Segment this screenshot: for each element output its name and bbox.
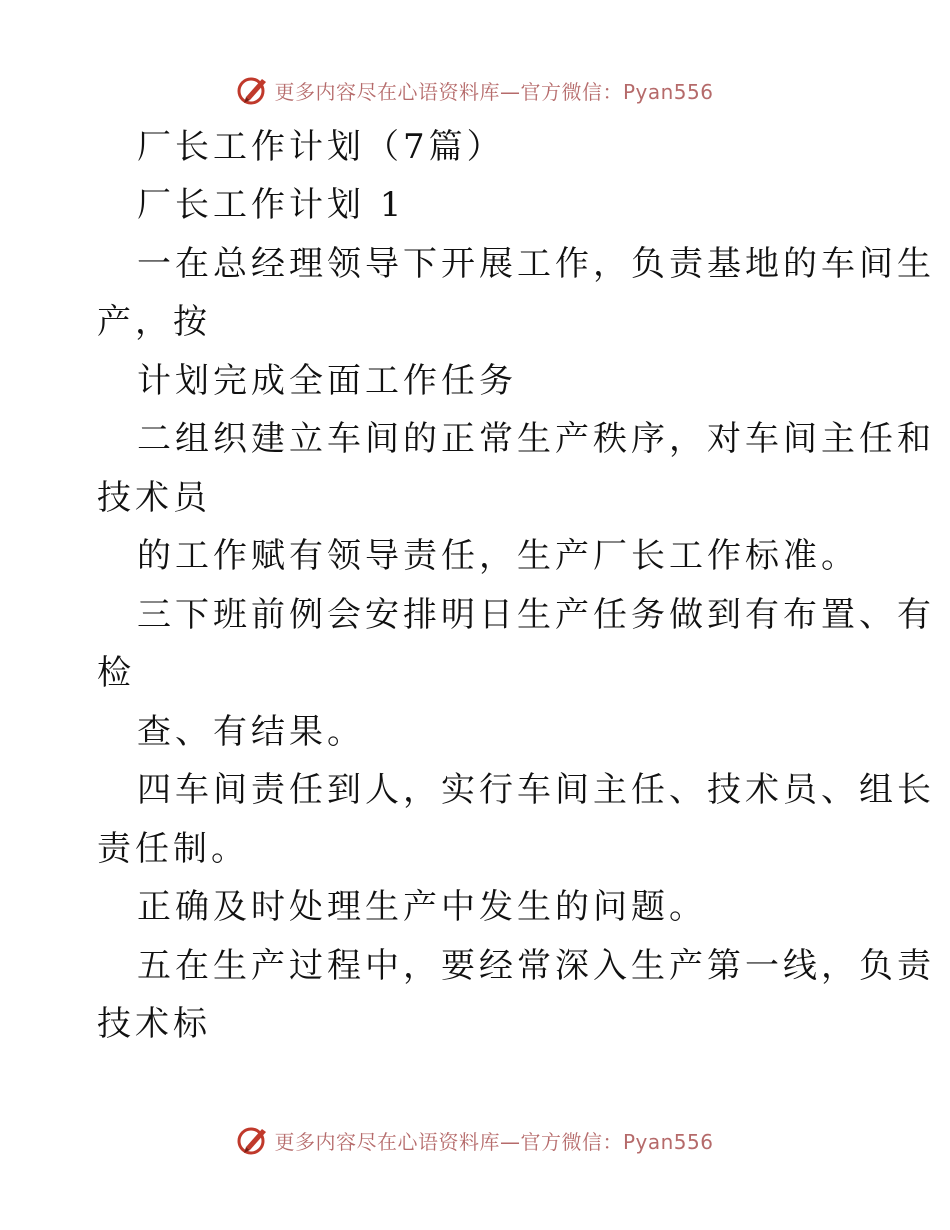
paragraph-line: 三下班前例会安排明日生产任务做到有布置、有 [137,595,935,635]
watermark-text: 更多内容尽在心语资料库—官方微信：Pyan556 [274,1129,714,1154]
paragraph-line: 技术员 [97,478,211,518]
footer-watermark-banner [0,1120,950,1160]
paragraph-line: 责任制。 [97,829,249,869]
paragraph-line: 计划完成全面工作任务 [137,361,517,401]
pen-logo-icon [236,1123,270,1157]
paragraph-line: 产，按 [97,302,211,342]
watermark-text: 更多内容尽在心语资料库—官方微信：Pyan556 [274,79,714,104]
paragraph-line: 正确及时处理生产中发生的问题。 [137,887,707,927]
header-watermark-banner [0,70,950,110]
paragraph-line: 五在生产过程中，要经常深入生产第一线，负责 [137,946,935,986]
pen-logo-icon [236,73,270,107]
paragraph-line: 二组织建立车间的正常生产秩序，对车间主任和 [137,419,935,459]
paragraph-line: 一在总经理领导下开展工作，负责基地的车间生 [137,244,935,284]
paragraph-line: 的工作赋有领导责任，生产厂长工作标准。 [137,536,859,576]
paragraph-line: 检 [97,653,135,693]
document-title: 厂长工作计划（7篇） [137,127,505,167]
document-subtitle: 厂长工作计划 1 [137,185,406,225]
paragraph-line: 技术标 [97,1004,211,1044]
paragraph-line: 四车间责任到人，实行车间主任、技术员、组长 [137,770,935,810]
paragraph-line: 查、有结果。 [137,712,365,752]
